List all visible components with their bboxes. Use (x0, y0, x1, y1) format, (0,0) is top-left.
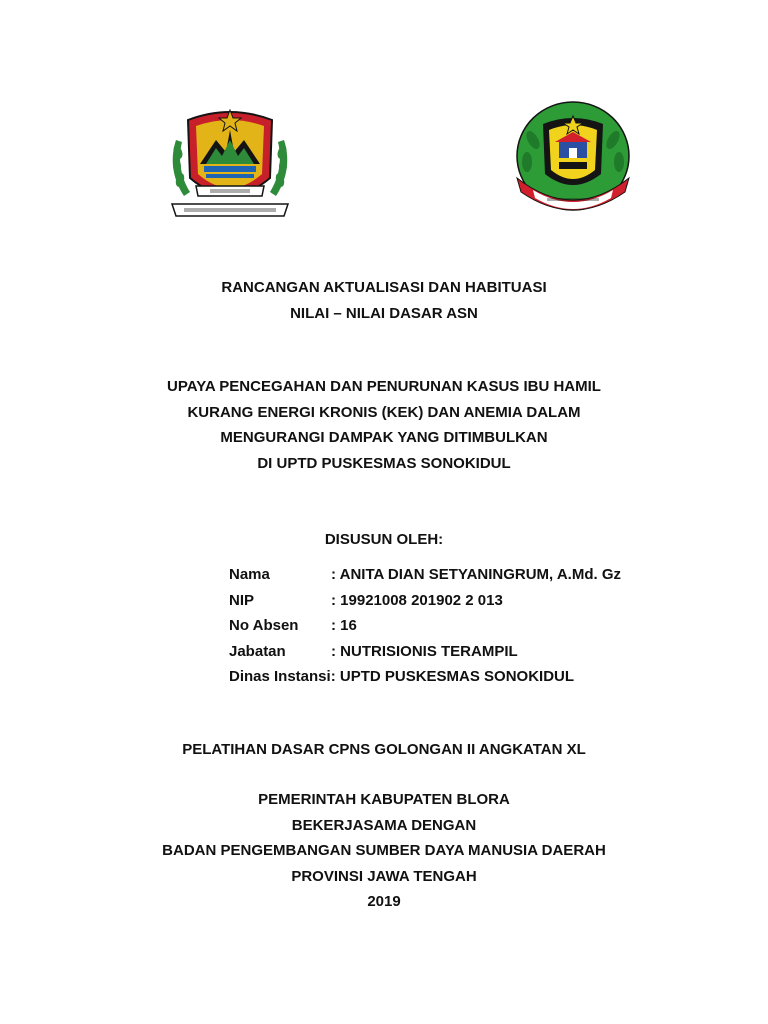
subject-line: DI UPTD PUSKESMAS SONOKIDUL (257, 454, 511, 472)
author-nip-value: : 19921008 201902 2 013 (331, 591, 503, 609)
training-heading (0, 737, 768, 763)
issuer-line: PEMERINTAH KABUPATEN BLORA (258, 791, 510, 808)
author-info (229, 562, 621, 690)
prepared-by-label: DISUSUN OLEH: (324, 531, 444, 548)
author-jabatan-label: Jabatan (229, 642, 286, 660)
issuer-line: PROVINSI JAWA TENGAH (291, 867, 477, 885)
author-instansi-label: Dinas Instansi (229, 668, 331, 685)
author-jabatan-value: : NUTRISIONIS TERAMPIL (331, 642, 518, 660)
jawa-tengah-emblem-icon (166, 100, 294, 226)
author-absen-value: : 16 (331, 617, 357, 634)
author-nip-label: NIP (229, 591, 255, 609)
issuer-line: BEKERJASAMA DENGAN (291, 816, 477, 834)
author-nip-row (229, 588, 574, 614)
title-line: NILAI – NILAI DASAR ASN (290, 304, 478, 322)
subject-line: KURANG ENERGI KRONIS (KEK) DAN ANEMIA DALAM (187, 403, 581, 421)
jawa-tengah-emblem (166, 100, 294, 226)
author-absen-row (229, 613, 574, 639)
issuer-line: BADAN PENGEMBANGAN SUMBER DAYA MANUSIA DAERAH (162, 842, 606, 859)
blora-emblem (513, 100, 633, 222)
prepared-by-heading (0, 527, 768, 553)
issuer-block (0, 787, 768, 915)
author-name-label: Nama (229, 566, 270, 583)
subject-line: MENGURANGI DAMPAK YANG DITIMBULKAN (220, 429, 548, 446)
author-instansi-value: : UPTD PUSKESMAS SONOKIDUL (330, 668, 575, 685)
document-subject (0, 374, 768, 476)
document-title (0, 275, 768, 326)
training-label: PELATIHAN DASAR CPNS GOLONGAN II ANGKATAN XL (182, 741, 586, 758)
subject-line: UPAYA PENCEGAHAN DAN PENURUNAN KASUS IBU HAMIL (167, 378, 601, 395)
author-name-row (229, 562, 621, 588)
author-instansi-row (229, 664, 574, 690)
author-name-value: : ANITA DIAN SETYANINGRUM, A.Md. Gz (331, 566, 621, 583)
blora-emblem-icon (513, 100, 633, 222)
issuer-year: 2019 (367, 893, 401, 910)
title-line: RANCANGAN AKTUALISASI DAN HABITUASI (221, 279, 547, 296)
author-absen-label: No Absen (229, 617, 299, 634)
author-jabatan-row (229, 639, 574, 665)
